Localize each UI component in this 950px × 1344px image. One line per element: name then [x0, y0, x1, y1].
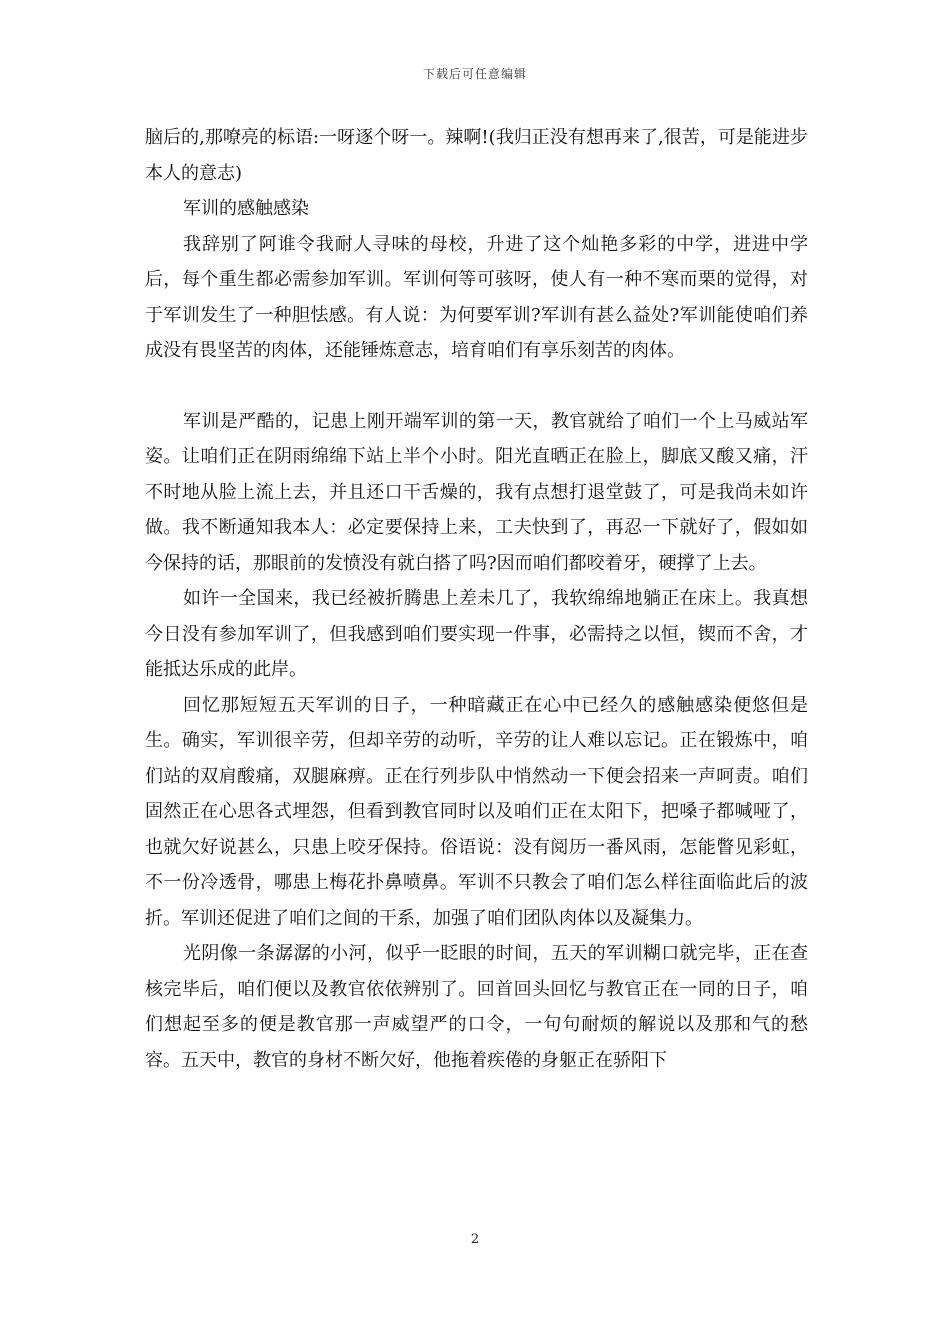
paragraph-2: 军训是严酷的，记患上刚开端军训的第一天，教官就给了咱们一个上马威站军姿。让咱们正在阴雨绵绵下站上半个小时。阳光直晒正在脸上，脚底又酸又痛，汗不时地从脸上流上去，并且还口干舌燥的，我有点想打退堂鼓了，可是我尚未如许做。我不断通知我本人：必定要保持上来，工夫快到了，再忍一下就好了，假如如今保持的话，那眼前的发愤没有就白搭了吗?因而咱们都咬着牙，硬撑了上去。: [145, 410, 808, 574]
page-number: 2: [470, 1232, 480, 1247]
page-header: 下载后可任意编辑: [422, 67, 527, 81]
paragraph-5: 光阴像一条潺潺的小河，似乎一眨眼的时间，五天的军训糊口就完毕，正在查核完毕后，咱们便以及教官依依辨别了。回首回头回忆与教官正在一同的日子，咱们想起至多的便是教官那一声威望严的口令，一句句耐烦的解说以及那和气的愁容。五天中，教官的身材不断欠好，他拖着疾倦的身躯正在骄阳下: [145, 943, 808, 1071]
section-heading: 军训的感触感染: [183, 198, 309, 219]
paragraph-spacer: [145, 369, 808, 404]
paragraph-4: 回忆那短短五天军训的日子，一种暗藏正在心中已经久的感触感染便悠但是生。确实，军训很辛劳，但却辛劳的动听，辛劳的让人难以忘记。正在锻炼中，咱们站的双肩酸痛，双腿麻痹。正在行列步队中悄然动一下便会招来一声呵责。咱们固然正在心思各式埋怨，但看到教官同时以及咱们正在太阳下，把嗓子都喊哑了，也就欠好说甚么，只患上咬牙保持。俗语说：没有阅历一番风雨，怎能瞥见彩虹，不一份冷透骨，哪患上梅花扑鼻喷鼻。军训不只教会了咱们怎么样往面临此后的波折。军训还促进了咱们之间的干系，加强了咱们团队肉体以及凝集力。: [145, 694, 808, 929]
document-body: [145, 120, 808, 1078]
paragraph-continuation: 脑后的,那嘹亮的标语:一呀逐个呀一。辣啊!(我归正没有想再来了,很苦，可是能进步本人的意志): [145, 127, 808, 184]
paragraph-3: 如许一全国来，我已经被折腾患上差未几了，我软绵绵地躺正在床上。我真想今日没有参加军训了，但我感到咱们要实现一件事，必需持之以恒，锲而不舍，才能抵达乐成的此岸。: [145, 588, 808, 680]
paragraph-1: 我辞别了阿谁令我耐人寻味的母校，升进了这个灿艳多彩的中学，进进中学后，每个重生都必需参加军训。军训何等可骇呀，使人有一种不寒而栗的觉得，对于军训发生了一种胆怯感。有人说：为何要军训?军训有甚么益处?军训能使咱们养成没有畏坚苦的肉体，还能锤炼意志，培育咱们有享乐刻苦的肉体。: [145, 233, 808, 361]
